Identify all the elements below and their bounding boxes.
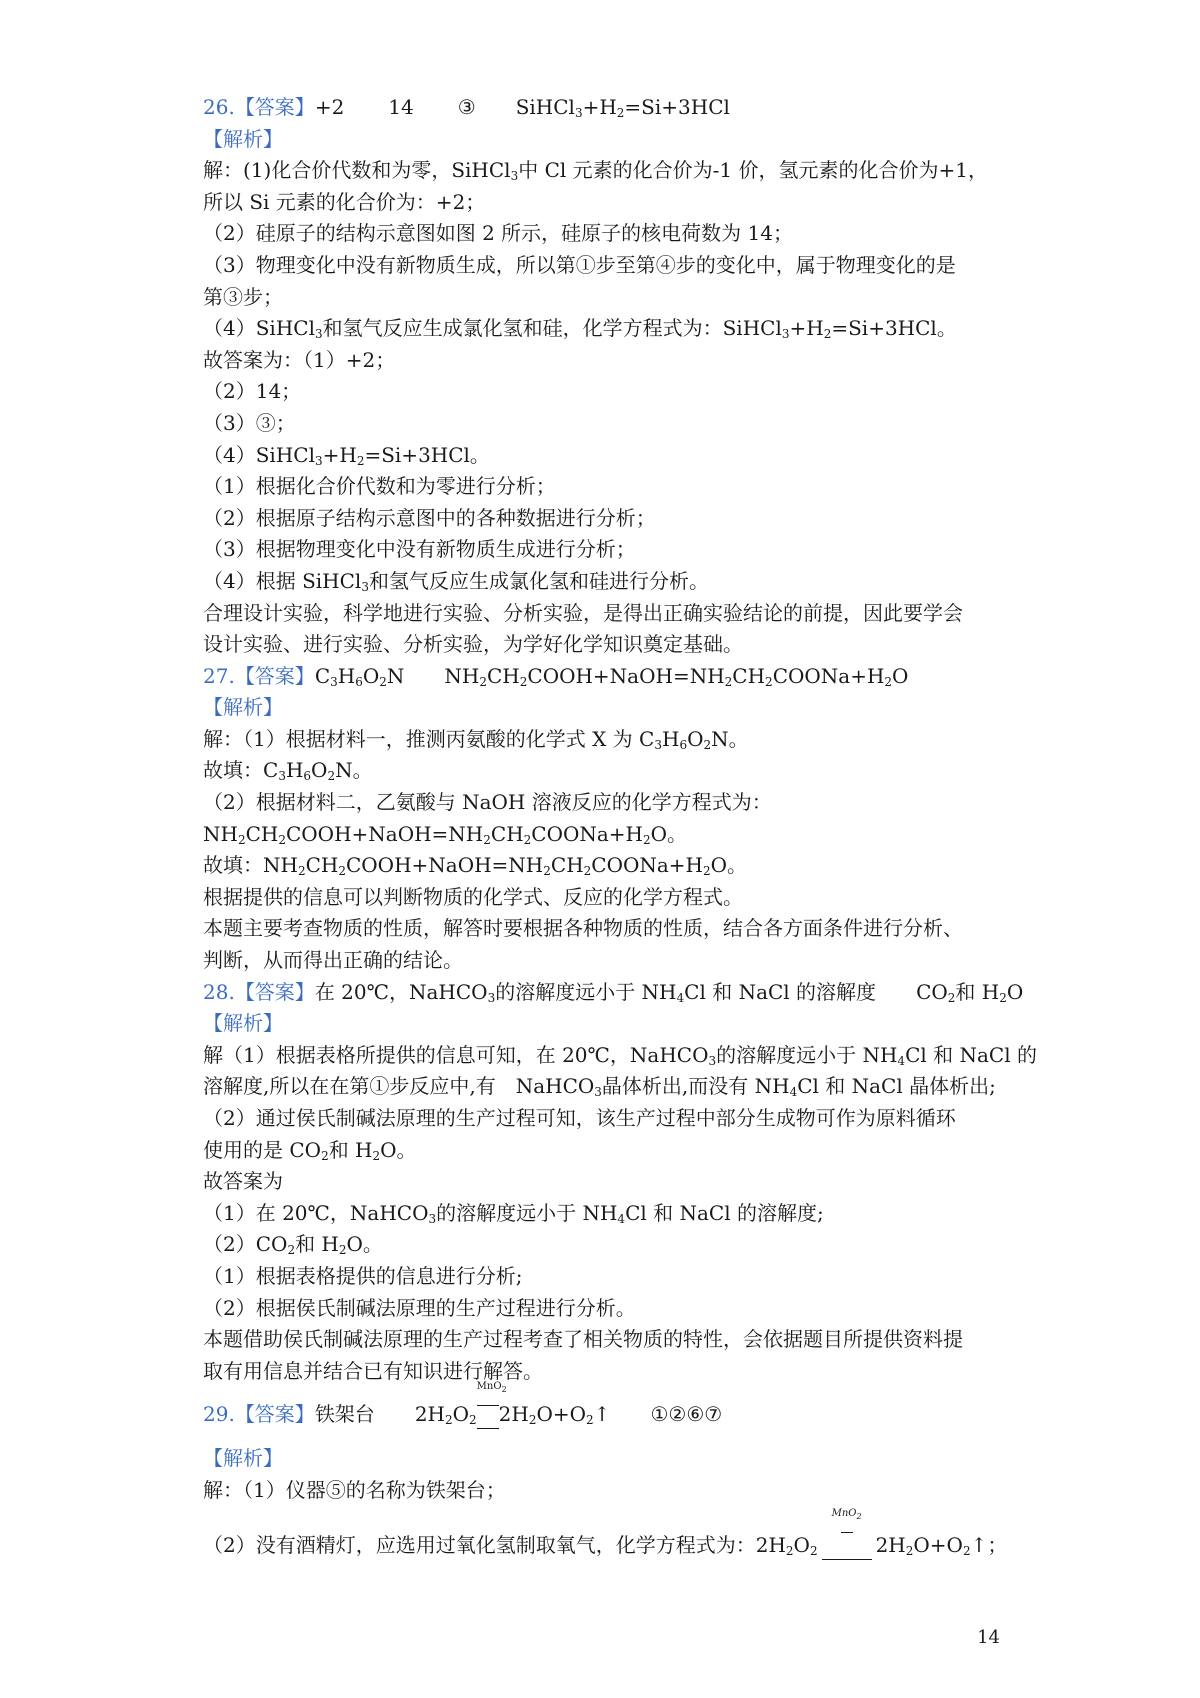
page-number: 14 — [977, 1627, 1000, 1648]
q26-line-9: （3）③； — [203, 410, 296, 435]
q27-answer-equation: $NH_2CH_2COOH+NaOH=NH_2CH_2COONa+H_2O$ — [444, 663, 909, 689]
q29-answer-equation: $2H_2O_2$ MnO$_2$ $2H_2O+O_2↑$ — [414, 1381, 611, 1428]
q27-line-7: 本题主要考查物质的性质，解答时要根据各种物质的性质，结合各方面条件进行分析、 — [203, 916, 963, 941]
q29-answer-tag: 【答案】 — [234, 1402, 315, 1427]
q28-line-1: 解（1）根据表格所提供的信息可知，在 20℃，NaHCO$_3$的溶解度远小于 $NH_4Cl$ 和 NaCl 的 — [203, 1042, 1037, 1068]
q26-line-15: 合理设计实验，科学地进行实验、分析实验，是得出正确实验结论的前提，因此要学会 — [203, 600, 963, 625]
q27-answer-tag: 【答案】 — [234, 663, 315, 688]
q29-line-1: 解：（1）仪器⑤的名称为铁架台； — [203, 1477, 506, 1502]
q28-line-9: （2）根据侯氏制碱法原理的生产过程进行分析。 — [203, 1295, 636, 1320]
q28-number: 28. — [203, 979, 235, 1004]
q28-line-2: 溶解度,所以在在第①步反应中,有 NaHCO$_3$晶体析出,而没有 $NH_4Cl$ 和 NaCl 晶体析出; — [203, 1074, 996, 1100]
q26-line-10: $(4)SiHCl_3+H_2=Si+3HCl$。 — [203, 442, 490, 468]
q27-line-5: 故填：$NH_2CH_2COOH+NaOH=NH_2CH_2COONa+H_2O$。 — [203, 853, 748, 879]
q26-line-13: （3）根据物理变化中没有新物质生成进行分析； — [203, 537, 636, 562]
q28-line-4: 使用的是 $CO_2$和 $H_2O$。 — [203, 1137, 417, 1163]
q27-jiexi-tag: 【解析】 — [203, 695, 283, 720]
q27-line-3: （2）根据材料二，乙氨酸与 NaOH 溶液反应的化学方程式为： — [203, 790, 772, 815]
q27-answer-line — [203, 661, 1023, 693]
q27-answer-formula: $C_3H_6O_2N$ — [314, 663, 405, 689]
q28-line-11: 取有用信息并结合已有知识进行解答。 — [203, 1358, 543, 1383]
q26-line-14: （4）根据 SiHCl$_3$和氢气反应生成氯化氢和硅进行分析。 — [203, 568, 709, 594]
q27-line-4: $NH_2CH_2COOH+NaOH=NH_2CH_2COONa+H_2O$。 — [203, 821, 688, 847]
q28-answer-line: 28.【答案】在 20℃，NaHCO$_3$的溶解度远小于 $NH_4Cl$ 和 NaCl 的溶解度 $CO_2$和 $H_2O$ — [203, 979, 1024, 1005]
q29-jiexi-tag: 【解析】 — [203, 1445, 283, 1470]
q26-line-3: （2）硅原子的结构示意图如图 2 所示，硅原子的核电荷数为 14； — [203, 221, 793, 246]
q29-answer-line: 29.【答案】铁架台 $2H_2O_2$ MnO$_2$ $2H_2O+O_2↑$ ①②⑥⑦ — [203, 1381, 723, 1428]
q28-line-8: （1）根据表格提供的信息进行分析; — [203, 1263, 523, 1288]
q26-answer-2: 14 — [388, 95, 414, 119]
q26-line-5: 第③步； — [203, 284, 283, 309]
q26-line-6: （4）SiHCl$_3$和氢气反应生成氯化氢和硅，化学方程式为：$SiHCl_3+H_2=Si+3HCl$。 — [203, 316, 957, 342]
page-content — [203, 92, 1037, 1562]
q26-answer-equation: $SiHCl_3+H_2=Si+3HCl$ — [515, 95, 730, 120]
q26-answer-line — [203, 92, 1023, 124]
q28-answer-tag: 【答案】 — [234, 979, 315, 1004]
q28-line-7: $(2)CO_2$和 $H_2O$。 — [203, 1232, 383, 1258]
q27-line-8: 判断，从而得出正确的结论。 — [203, 948, 463, 973]
q28-line-5: 故答案为 — [203, 1169, 283, 1194]
q26-line-2: 所以 Si 元素的化合价为：+2； — [203, 189, 486, 214]
q29-number: 29. — [203, 1402, 235, 1427]
q28-line-10: 本题借助侯氏制碱法原理的生产过程考查了相关物质的特性，会依据题目所提供资料提 — [203, 1327, 963, 1352]
q26-answer-3: ③ — [457, 95, 476, 119]
q27-line-6: 根据提供的信息可以判断物质的化学式、反应的化学方程式。 — [203, 884, 743, 909]
q27-line-1: 解：（1）根据材料一，推测丙氨酸的化学式 X 为 $C_3H_6O_2N$。 — [203, 726, 749, 752]
q26-answer-tag: 【答案】 — [234, 95, 315, 119]
q27-number: 27. — [203, 663, 235, 688]
q26-jiexi-tag: 【解析】 — [203, 126, 283, 151]
q27-line-2: 故填：$C_3H_6O_2N$。 — [203, 758, 373, 784]
q26-line-8: （2）14； — [203, 379, 302, 404]
q26-line-16: 设计实验、进行实验、分析实验，为学好化学知识奠定基础。 — [203, 632, 743, 657]
q26-line-11: （1）根据化合价代数和为零进行分析； — [203, 474, 556, 499]
q26-number: 26. — [203, 95, 235, 119]
q28-line-3: （2）通过侯氏制碱法原理的生产过程可知，该生产过程中部分生成物可作为原料循环 — [203, 1106, 956, 1130]
q26-line-7: 故答案为：（1）+2； — [203, 347, 396, 372]
q26-line-1: 解：(1)化合价代数和为零，SiHCl$_3$中 Cl 元素的化合价为-1 价，氢元素的化合价为+1， — [203, 158, 988, 184]
q26-line-4: （3）物理变化中没有新物质生成，所以第①步至第④步的变化中，属于物理变化的是 — [203, 252, 956, 277]
q26-answer-1: +2 — [314, 95, 345, 119]
q26-line-12: （2）根据原子结构示意图中的各种数据进行分析； — [203, 505, 656, 530]
q29-line-2: （2）没有酒精灯，应选用过氧化氢制取氧气，化学方程式为：$2H_2O_2$ MnO$_2$ $2H_2O+O_2↑$； — [203, 1508, 1008, 1559]
q28-line-6: （1）在 20℃，NaHCO$_3$的溶解度远小于 $NH_4Cl$ 和 NaCl 的溶解度; — [203, 1200, 824, 1226]
q28-jiexi-tag: 【解析】 — [203, 1011, 283, 1036]
